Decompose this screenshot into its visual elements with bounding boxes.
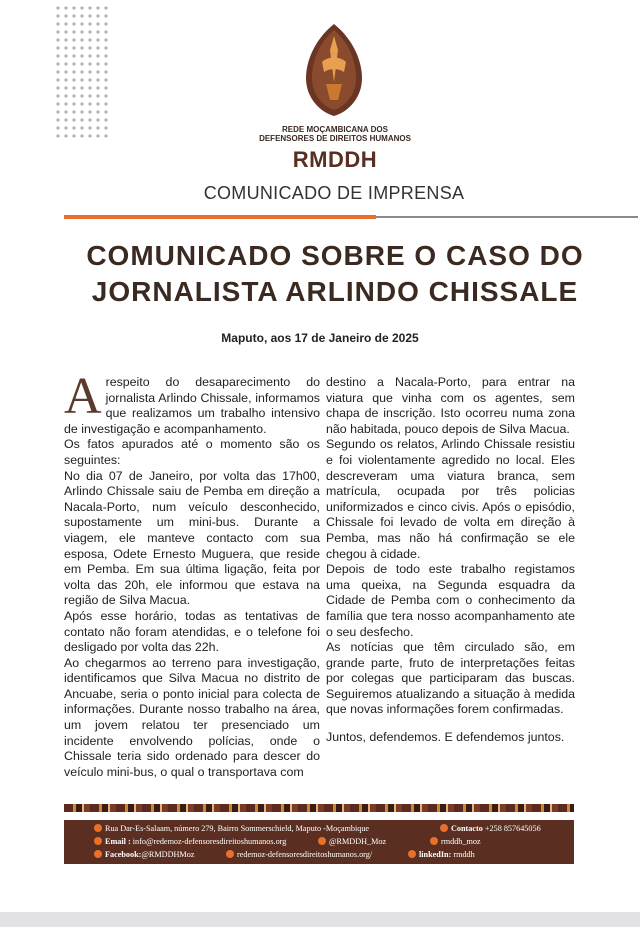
phone-icon <box>440 824 448 832</box>
contact-label: Contacto <box>451 824 483 833</box>
footer-row-2 <box>64 836 574 848</box>
email-value[interactable]: info@redemoz-defensoresdireitoshumanos.org <box>132 837 287 846</box>
footer-website[interactable] <box>226 849 372 861</box>
paragraph: As notícias que têm circulado são, em grande parte, fruto de interpretações feitas por colegas que participaram das buscas. Seguiremos atualizando a situação à medida que novas informações forem confirmadas. <box>326 640 575 717</box>
contact-footer <box>64 820 574 864</box>
decorative-ornament-band <box>64 804 574 812</box>
header-rule-orange <box>64 215 376 219</box>
website-url[interactable]: redemoz-defensoresdireitoshumanos.org/ <box>237 850 373 859</box>
paragraph: Depois de todo este trabalho registamos uma queixa, na Segunda esquadra da Cidade de Pemba com o conhecimento da família que tera nosso acompanhamento ate o seu desfecho. <box>326 562 575 639</box>
address-text: Rua Dar-Es-Salaam, número 279, Bairro Sommerschield, Maputo -Moçambique <box>105 824 370 833</box>
globe-icon <box>226 850 234 858</box>
paragraph: No dia 07 de Janeiro, por volta das 17h00, Arlindo Chissale saiu de Pemba em direção a Nacala-Porto, num veículo desconhecido, supostamente um mini-bus. Durante a viagem, ele manteve contacto com sua esposa, Odete Ernesto Muguera, que reside em Pemba. Em sua última ligação, feita por volta das 20h, ele informou que estava na região de Silva Macua. <box>64 468 320 608</box>
paragraph: Após esse horário, todas as tentativas de contato não foram atendidas, e o telefone foi desligado por volta das 22h. <box>64 608 320 655</box>
viewer-background-strip <box>0 912 640 927</box>
dropcap-letter: A <box>64 368 102 425</box>
footer-row-3 <box>64 849 574 861</box>
instagram-icon <box>430 837 438 845</box>
facebook-handle[interactable]: @RMDDHMoz <box>141 850 195 859</box>
document-type: COMUNICADO DE IMPRENSA <box>203 183 465 203</box>
organization-name <box>240 125 430 143</box>
paragraph: Os fatos apurados até o momento são os seguintes: <box>64 437 320 467</box>
email-label: Email : <box>105 837 131 846</box>
title-line2: JORNALISTA ARLINDO CHISSALE <box>91 276 579 307</box>
paragraph: destino a Nacala-Porto, para entrar na viatura que vinha com os agentes, sem chapa de inscrição. Isto ocorreu numa zona não habitada, pouco depois de Silva Macua. <box>326 375 575 436</box>
linkedin-label: linkedIn: <box>419 850 452 859</box>
paragraph: Segundo os relatos, Arlindo Chissale resistiu e foi violentamente agredido no local. Eles descreveram uma viatura branca, sem matrícula, ocupada por três policias uniformizados e cinco civis. Após o episódio, Chissale foi levado de volta em direção à Pemba, mas não há confirmação se ele chegou à cidade. <box>326 437 575 561</box>
footer-linkedin[interactable] <box>408 849 475 861</box>
footer-contact <box>440 823 541 835</box>
title-line1: COMUNICADO SOBRE O CASO DO <box>86 240 584 271</box>
organization-acronym: RMDDH <box>292 147 378 172</box>
linkedin-icon <box>408 850 416 858</box>
contact-value: +258 857645056 <box>484 824 541 833</box>
organization-name-line2: DEFENSORES DE DIREITOS HUMANOS <box>259 134 411 143</box>
email-icon <box>94 837 102 845</box>
footer-address <box>94 823 369 835</box>
document-title <box>40 238 630 310</box>
facebook-label: Facebook: <box>105 850 142 859</box>
paragraph: Ao chegarmos ao terreno para investigação, identificamos que Silva Macua no distrito de Ancuabe, seria o ponto inicial para colecta de informações. Durante nosso trabalho na área, um jovem relatou ter presenciado um incidente envolvendo polícias, onde o Chissale teria sido ordenado para descer do veículo mini-bus, o qual o transportava com <box>64 655 320 779</box>
decorative-dot-grid <box>54 4 110 139</box>
dateline: Maputo, aos 17 de Janeiro de 2025 <box>221 331 419 345</box>
location-icon <box>94 824 102 832</box>
footer-facebook[interactable] <box>94 849 194 861</box>
organization-name-line1: REDE MOÇAMBICANA DOS <box>282 125 388 134</box>
header-rule-gray <box>376 216 638 218</box>
footer-row-1 <box>64 823 574 835</box>
paragraph: Arespeito do desaparecimento do jornalista Arlindo Chissale, informamos que realizamos um trabalho intensivo de investigação e acompanhamento. <box>64 368 320 436</box>
twitter-handle[interactable]: @RMDDH_Moz <box>329 837 387 846</box>
footer-email[interactable] <box>94 836 286 848</box>
closing-line: Juntos, defendemos. E defendemos juntos. <box>326 730 565 745</box>
footer-instagram[interactable] <box>430 836 481 848</box>
instagram-handle[interactable]: rmddh_moz <box>441 837 481 846</box>
body-column-left <box>64 368 320 780</box>
paragraph-spacer <box>326 718 575 730</box>
rmddh-shield-logo-icon <box>304 22 364 118</box>
linkedin-handle[interactable]: rmddh <box>453 850 475 859</box>
twitter-icon <box>318 837 326 845</box>
body-column-right <box>326 375 575 746</box>
footer-twitter[interactable] <box>318 836 386 848</box>
facebook-icon <box>94 850 102 858</box>
